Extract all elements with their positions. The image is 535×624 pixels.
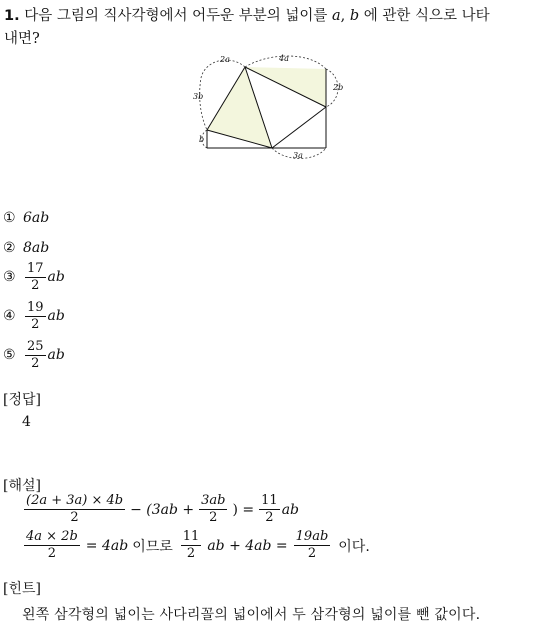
solution-line-1: [22, 494, 299, 525]
label-top-right: 4a: [279, 54, 289, 63]
option-2-mark: ②: [3, 240, 16, 256]
lower-right-diagonal: [272, 107, 326, 148]
shaded-left-triangle: [207, 67, 272, 148]
solution-text-2: 이다.: [338, 538, 370, 555]
solution-line-2: [22, 530, 370, 561]
solution-fraction-6-num: 19ab: [295, 529, 329, 544]
option-3-denominator: 2: [31, 277, 40, 293]
option-2[interactable]: [3, 233, 49, 263]
solution-fraction-4-den: 2: [47, 546, 57, 561]
label-left: 3b: [193, 92, 204, 101]
solution-fraction-3-num: 11: [261, 493, 278, 508]
solution-fraction-3: [259, 494, 280, 525]
option-3-numerator: 17: [27, 260, 44, 276]
solution-fraction-1: [24, 494, 125, 525]
var-b: b: [349, 8, 360, 24]
option-5[interactable]: [3, 340, 65, 370]
option-5-denominator: 2: [31, 355, 40, 371]
label-bottom: 3a: [293, 151, 303, 160]
solution-fraction-4-num: 4a × 2b: [26, 529, 78, 544]
question-line1-a: 다음 그림의 직사각형에서 어두운 부분의 넓이를: [24, 8, 328, 24]
answer-header: [정답]: [3, 392, 41, 408]
var-a: a: [332, 8, 341, 24]
solution-fraction-2-den: 2: [209, 510, 218, 525]
solution-fraction-1-den: 2: [70, 510, 79, 525]
option-4-suffix: ab: [47, 308, 65, 324]
solution-fraction-5: [181, 530, 202, 561]
solution-suffix: ab: [281, 501, 299, 518]
hint-text: 왼쪽 삼각형의 넓이는 사다리꼴의 넓이에서 두 삼각형의 넓이를 뺀 값이다.: [22, 607, 481, 623]
option-3[interactable]: [3, 262, 65, 292]
option-4-mark: ④: [3, 308, 16, 324]
option-3-suffix: ab: [47, 269, 65, 285]
label-right: 2b: [333, 83, 344, 92]
option-4-numerator: 19: [27, 299, 44, 315]
solution-plus: ab + 4ab =: [207, 537, 288, 554]
comma: ,: [340, 8, 346, 24]
option-4[interactable]: [3, 301, 65, 331]
question-line2: 내면?: [4, 31, 40, 47]
option-1-mark: ①: [3, 210, 16, 226]
option-2-text: 8ab: [23, 240, 50, 256]
solution-fraction-2-num: 3ab: [201, 493, 226, 508]
solution-text-1: 이므로: [132, 538, 173, 555]
solution-fraction-1-num: (2a + 3a) × 4b: [26, 493, 124, 508]
option-5-fraction: [25, 340, 46, 371]
solution-fraction-5-den: 2: [186, 546, 196, 561]
question-line1-b: 에 관한 식으로 나타: [363, 8, 490, 24]
label-bottom-left: b: [199, 135, 205, 144]
hint-header: [힌트]: [3, 581, 41, 597]
option-5-numerator: 25: [27, 338, 44, 354]
solution-close: ) =: [232, 501, 255, 518]
solution-header: [해설]: [3, 478, 41, 494]
answer-value: 4: [22, 414, 31, 430]
option-1-text: 6ab: [23, 210, 50, 226]
solution-fraction-3-den: 2: [265, 510, 274, 525]
option-4-fraction: [25, 301, 46, 332]
option-3-fraction: [25, 262, 46, 293]
option-5-suffix: ab: [47, 347, 65, 363]
solution-fraction-6-den: 2: [307, 546, 317, 561]
label-top-left: 2a: [220, 55, 230, 64]
option-3-mark: ③: [3, 269, 16, 285]
option-4-denominator: 2: [31, 316, 40, 332]
solution-fraction-4: [24, 530, 80, 561]
question-number: 1.: [4, 8, 20, 24]
option-1[interactable]: [3, 203, 49, 233]
solution-fraction-5-num: 11: [182, 529, 200, 544]
solution-minus: − (3ab +: [130, 501, 195, 518]
rectangle-figure: [190, 50, 350, 168]
question-text: [4, 5, 532, 51]
solution-fraction-6: [294, 530, 331, 561]
solution-fraction-2: [199, 494, 227, 525]
option-5-mark: ⑤: [3, 347, 16, 363]
solution-eq: = 4ab: [85, 537, 129, 554]
